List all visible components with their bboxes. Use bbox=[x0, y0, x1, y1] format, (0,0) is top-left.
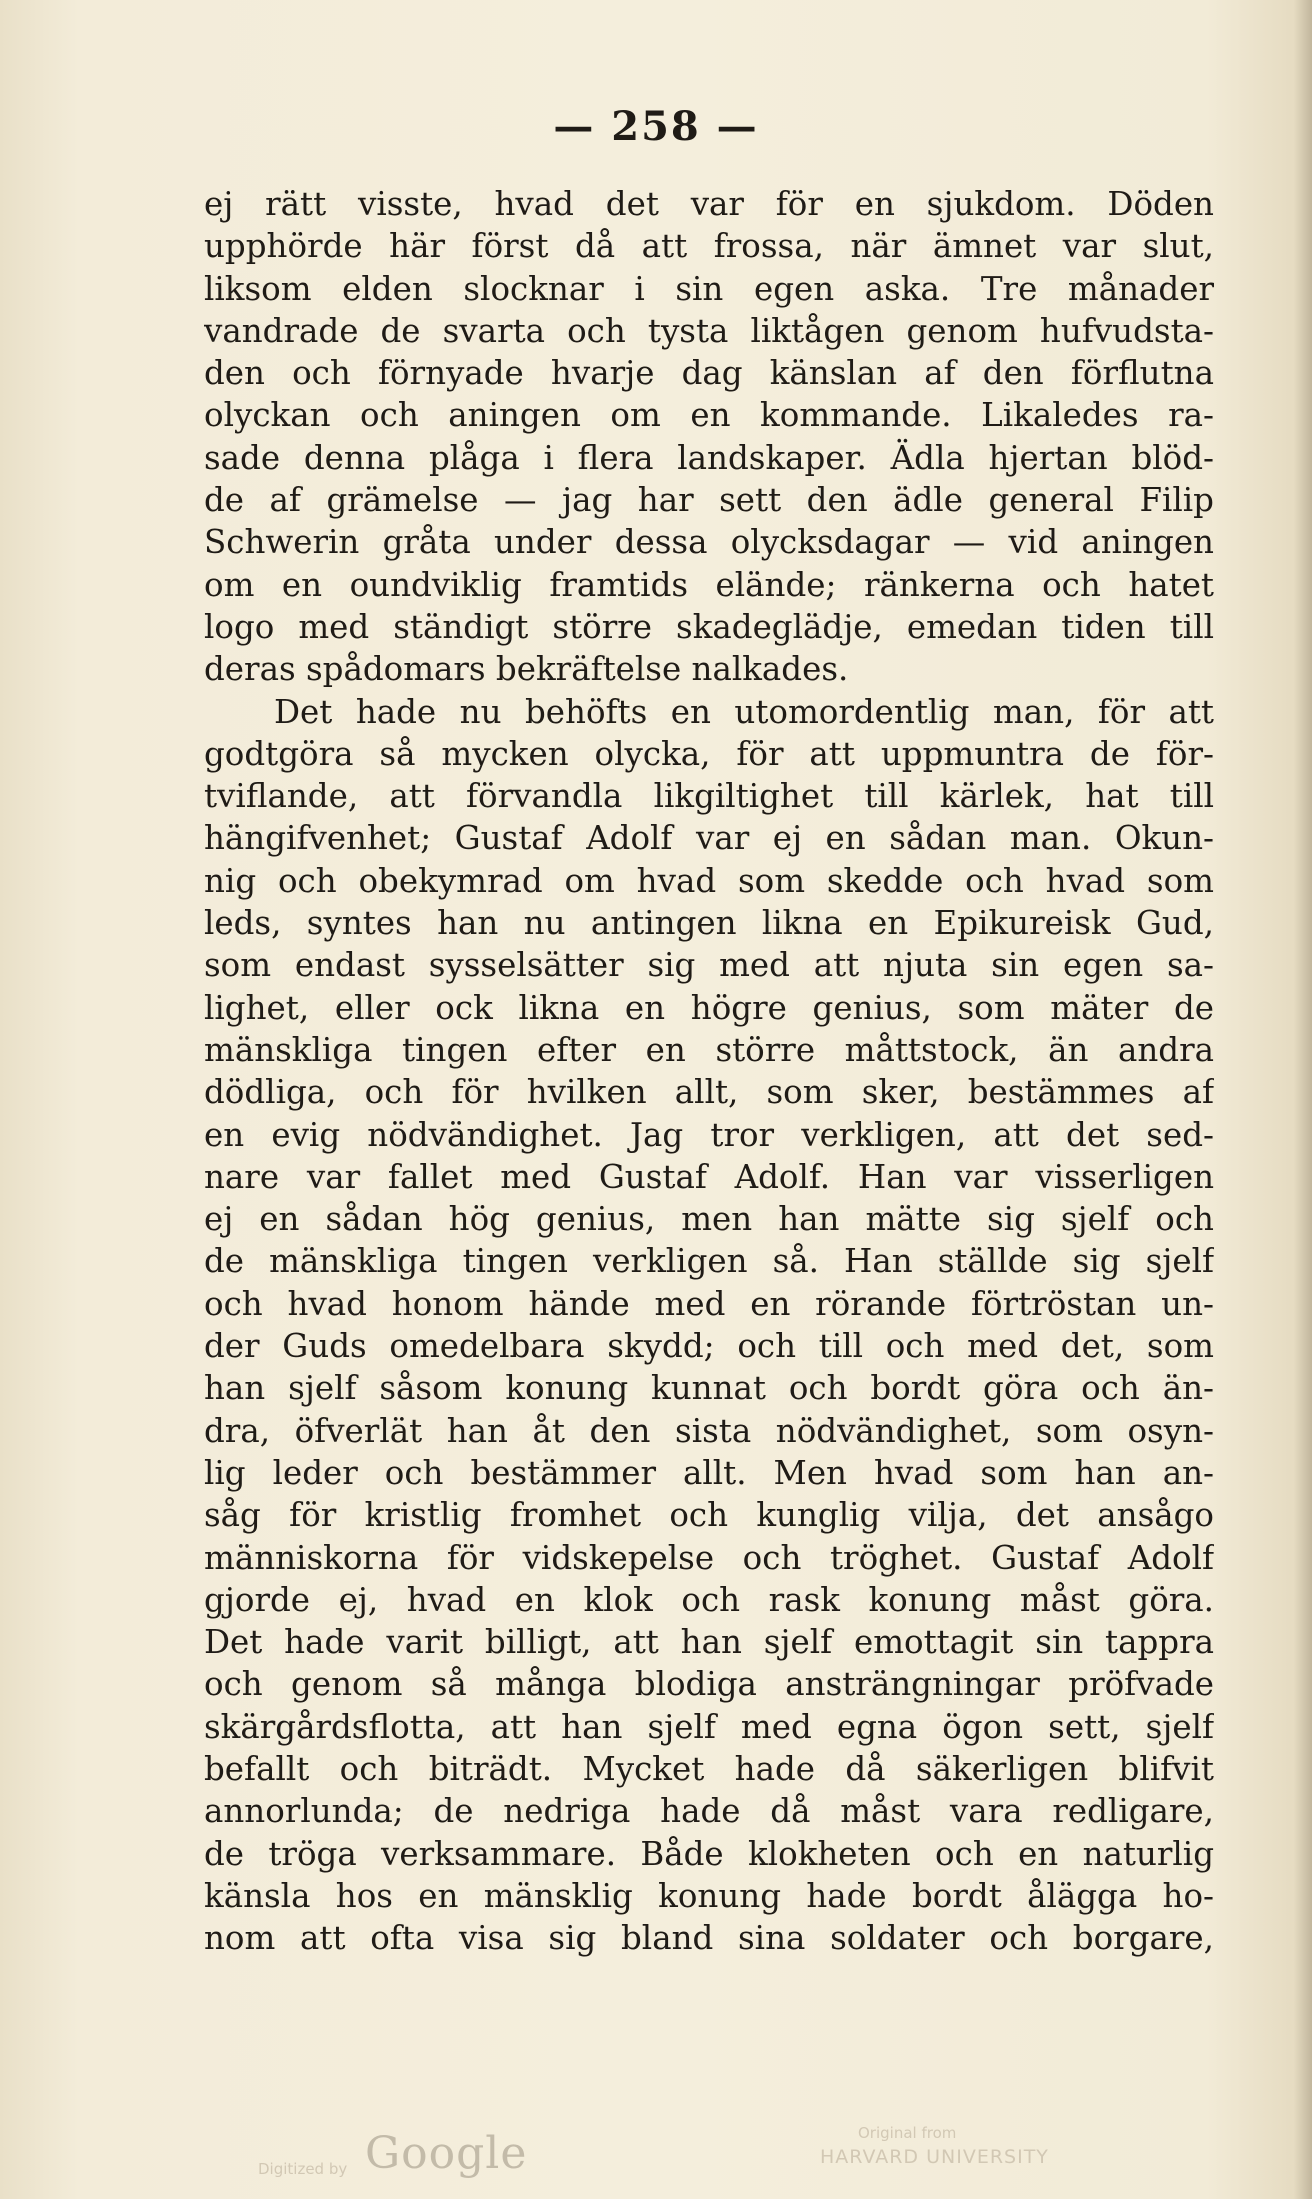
text-line: lighet, eller ock likna en högre genius, som mäter de bbox=[204, 988, 1214, 1027]
text-line: nom att ofta visa sig bland sina soldater och borgare, bbox=[204, 1919, 1214, 1958]
text-line: annorlunda; de nedriga hade då måst vara redligare, bbox=[204, 1792, 1214, 1831]
text-line: mänskliga tingen efter en större måttstock, än andra bbox=[204, 1030, 1214, 1069]
text-line: dra, öfverlät han åt den sista nödvändighet, som osyn- bbox=[204, 1411, 1214, 1450]
text-line: befallt och biträdt. Mycket hade då säkerligen blifvit bbox=[204, 1749, 1214, 1788]
text-line: Schwerin gråta under dessa olycksdagar — vid aningen bbox=[204, 523, 1214, 562]
text-line: nare var fallet med Gustaf Adolf. Han var visserligen bbox=[204, 1157, 1214, 1196]
google-logo: Google bbox=[365, 2128, 528, 2179]
paragraph-end-line: deras spådomars bekräftelse nalkades. bbox=[204, 650, 849, 689]
body-text bbox=[204, 183, 1214, 1959]
text-line: en evig nödvändighet. Jag tror verkligen, att det sed- bbox=[204, 1115, 1214, 1154]
text-line: dödliga, och för hvilken allt, som sker, bestämmes af bbox=[204, 1073, 1214, 1112]
text-line: ej rätt visste, hvad det var för en sjukdom. Döden bbox=[204, 185, 1214, 223]
text-line: de af grämelse — jag har sett den ädle general Filip bbox=[204, 481, 1214, 520]
text-line: såg för kristlig fromhet och kunglig vilja, det ansågo bbox=[204, 1496, 1214, 1535]
text-line: olyckan och aningen om en kommande. Likaledes ra- bbox=[204, 396, 1214, 435]
text-line: sade denna plåga i flera landskaper. Ädla hjertan blöd- bbox=[204, 438, 1214, 477]
text-line: vandrade de svarta och tysta liktågen genom hufvudsta- bbox=[204, 311, 1214, 350]
text-line: de tröga verksammare. Både klokheten och en naturlig bbox=[204, 1834, 1214, 1873]
text-line: godtgöra så mycken olycka, för att uppmuntra de för- bbox=[204, 734, 1214, 773]
text-line: ej en sådan hög genius, men han mätte sig sjelf och bbox=[204, 1200, 1214, 1239]
text-line: leds, syntes han nu antingen likna en Epikureisk Gud, bbox=[204, 904, 1214, 943]
text-line: logo med ständigt större skadeglädje, emedan tiden till bbox=[204, 607, 1214, 646]
text-line: människorna för vidskepelse och tröghet. Gustaf Adolf bbox=[204, 1538, 1214, 1577]
text-line: upphörde här först då att frossa, när ämnet var slut, bbox=[204, 227, 1214, 266]
text-line: som endast sysselsätter sig med att njuta sin egen sa- bbox=[204, 946, 1214, 985]
text-line: nig och obekymrad om hvad som skedde och hvad som bbox=[204, 861, 1214, 900]
text-line: skärgårdsflotta, att han sjelf med egna ögon sett, sjelf bbox=[204, 1707, 1214, 1746]
harvard-university-label: HARVARD UNIVERSITY bbox=[820, 2146, 1049, 2168]
text-line: han sjelf såsom konung kunnat och bordt göra och än- bbox=[204, 1369, 1214, 1408]
digitized-by-label: Digitized by bbox=[258, 2160, 348, 2178]
text-line: och genom så många blodiga ansträngningar pröfvade bbox=[204, 1665, 1214, 1704]
text-line: gjorde ej, hvad en klok och rask konung måst göra. bbox=[204, 1580, 1214, 1619]
text-line: hängifvenhet; Gustaf Adolf var ej en sådan man. Okun- bbox=[204, 819, 1214, 858]
text-line: liksom elden slocknar i sin egen aska. Tre månader bbox=[204, 269, 1214, 308]
text-line: om en oundviklig framtids elände; ränkerna och hatet bbox=[204, 565, 1214, 604]
text-line: känsla hos en mänsklig konung hade bordt ålägga ho- bbox=[204, 1876, 1214, 1915]
text-line: de mänskliga tingen verkligen så. Han ställde sig sjelf bbox=[204, 1242, 1214, 1281]
digitization-watermark bbox=[0, 2120, 1312, 2190]
text-line: der Guds omedelbara skydd; och till och med det, som bbox=[204, 1327, 1214, 1366]
page-edge-shadow bbox=[1294, 0, 1312, 2199]
text-line: och hvad honom hände med en rörande förtröstan un- bbox=[204, 1284, 1214, 1323]
text-line: tviflande, att förvandla likgiltighet till kärlek, hat till bbox=[204, 777, 1214, 816]
paragraph-start-line: Det hade nu behöfts en utomordentlig man, för att bbox=[274, 692, 1214, 731]
original-from-label: Original from bbox=[858, 2124, 957, 2142]
text-line: den och förnyade hvarje dag känslan af den förflutna bbox=[204, 354, 1214, 393]
text-line: Det hade varit billigt, att han sjelf emottagit sin tappra bbox=[204, 1623, 1214, 1662]
page-number: — 258 — bbox=[553, 103, 759, 150]
text-line: lig leder och bestämmer allt. Men hvad som han an- bbox=[204, 1453, 1214, 1492]
